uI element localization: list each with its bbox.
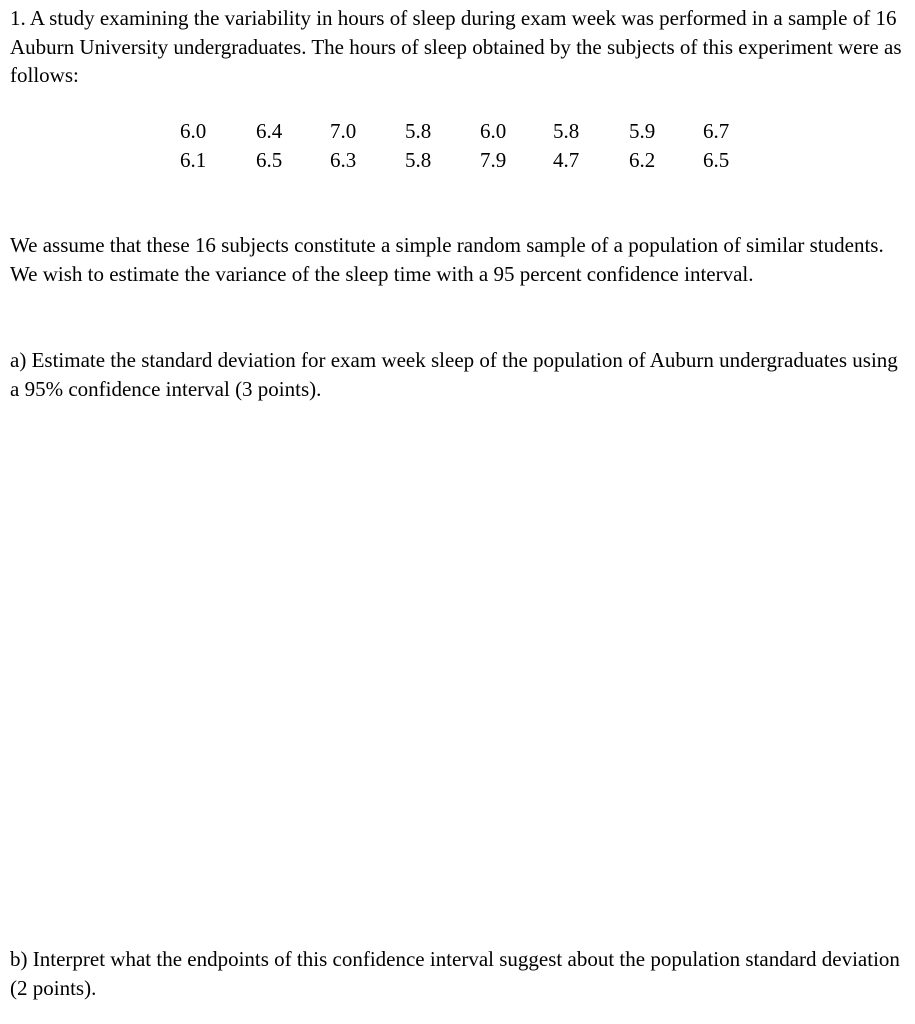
data-cell: 6.0: [480, 119, 507, 143]
data-cell: 5.8: [553, 119, 580, 143]
data-cell: 4.7: [553, 148, 580, 172]
assumption-paragraph: We assume that these 16 subjects constitute a simple random sample of a population of similar students. We wish to estimate the variance of the sleep time with a 95 percent confidence interval.: [10, 233, 884, 286]
data-cell: 6.5: [256, 148, 283, 172]
data-cell: 6.0: [180, 119, 207, 143]
data-cell: 7.9: [480, 148, 507, 172]
data-cell: 5.8: [405, 119, 432, 143]
data-cell: 5.8: [405, 148, 432, 172]
data-cell: 6.5: [703, 148, 730, 172]
data-cell: 6.2: [629, 148, 656, 172]
part-a-prompt: a) Estimate the standard deviation for exam week sleep of the population of Auburn undergraduates using a 95% confidence interval (3 points).: [10, 348, 898, 401]
data-cell: 6.1: [180, 148, 207, 172]
data-cell: 6.7: [703, 119, 730, 143]
data-cell: 5.9: [629, 119, 656, 143]
data-cell: 6.4: [256, 119, 283, 143]
question-intro: 1. A study examining the variability in hours of sleep during exam week was performed in a sample of 16 Auburn University undergraduates. The hours of sleep obtained by the subjects of this experiment were as follows:: [10, 6, 902, 87]
sleep-data-table: [0, 117, 915, 177]
data-cell: 7.0: [330, 119, 357, 143]
part-b-prompt: b) Interpret what the endpoints of this confidence interval suggest about the population standard deviation (2 points).: [10, 947, 900, 1000]
data-cell: 6.3: [330, 148, 357, 172]
